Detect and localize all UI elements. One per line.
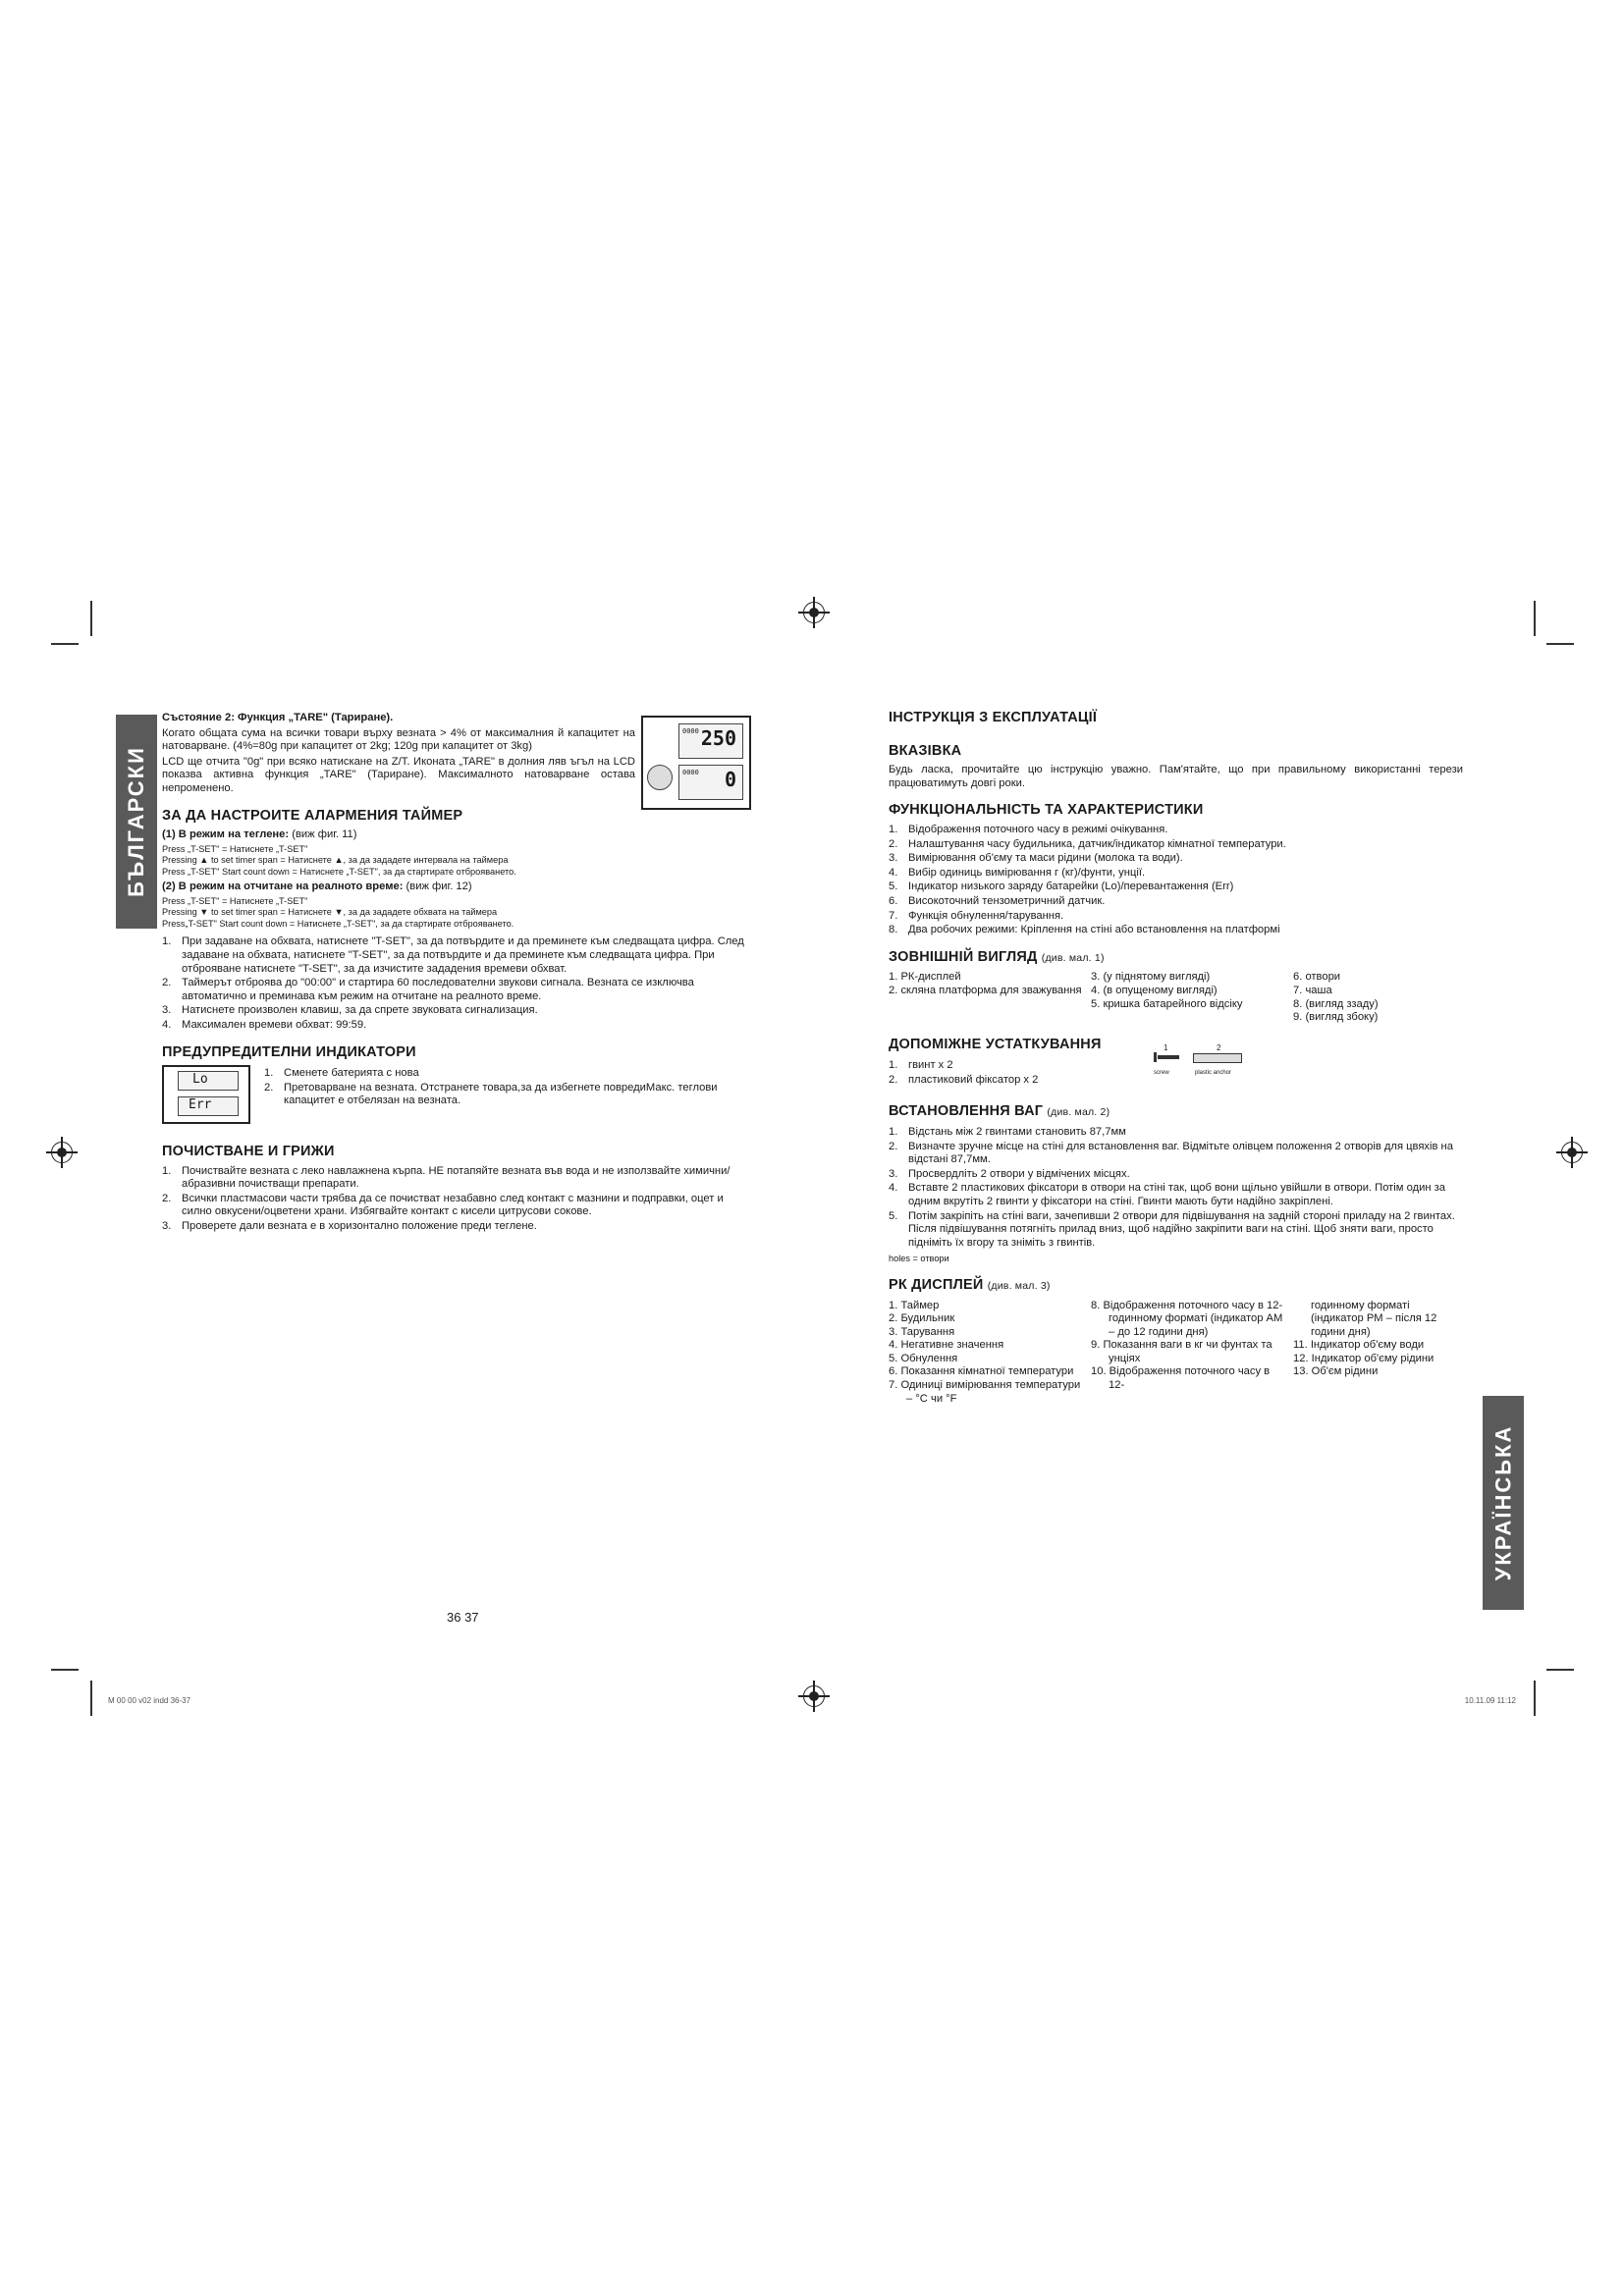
holes-note: holes = отвори <box>889 1254 949 1264</box>
list-item: 1. Сменете батерията с нова <box>264 1067 419 1080</box>
lcd-screen-bottom: 0000 0 <box>678 765 743 800</box>
ua-accessories-title: ДОПОМІЖНЕ УСТАТКУВАННЯ <box>889 1036 1102 1052</box>
list-item: 4. (в опущеному вигляді) <box>1091 984 1218 996</box>
state2-text-2: LCD ще отчита "0g" при всяко натискане на Z/T. Иконата „TARE" в долния ляв ъгъл на LCD показва активна функция „TARE" (Тариране). Максималното натоварване остава непроменено. <box>162 755 635 794</box>
alarm-section-title: ЗА ДА НАСТРОИТЕ АЛАРМЕНИЯ ТАЙМЕР <box>162 807 463 824</box>
registration-mark-icon <box>51 1142 73 1163</box>
lcd-screen-top: 0000 250 <box>678 723 743 759</box>
list-item: 11. Індикатор об'єму води <box>1293 1339 1425 1352</box>
crop-mark <box>1546 643 1574 645</box>
list-item: 13. Об'єм рідини <box>1293 1365 1379 1378</box>
list-item: 2. Таймерът отброява до "00:00" и стартира 60 последователни звукови сигнала. Везната се изключва автоматично и преминава към режим на отчитане на реалното време. <box>162 977 694 1002</box>
list-item: 1. При задаване на обхвата, натиснете "T-SET", за да потвърдите и да преминете към следващата цифра. След задаване на обхвата, натиснете "T-SET", за да потвърдите и да преминете към следващата цифра. При отброяване натиснете "T-SET", за да изчистите зададения времеви обхват. <box>162 935 744 975</box>
crop-mark <box>51 1669 79 1671</box>
list-item: 4. Вибір одиниць вимірювання г (кг)/фунти, унції. <box>889 866 1146 879</box>
list-item: 8. Два робочих режими: Кріплення на стіні або встановлення на платформі <box>889 924 1280 936</box>
alarm-2-lines: Press „T-SET" = Натиснете „T-SET" Pressing ▼ to set timer span = Натиснете ▼, за да зададете обхвата на таймера Press„T-SET" Start count down = Натиснете „T-SET", за да стартирате отброяването. <box>162 895 514 929</box>
accessories-figure: 1 2 screw plastic anchor <box>1154 1041 1262 1085</box>
list-item: 9. (вигляд збоку) <box>1293 1011 1379 1024</box>
list-item: 8. Відображення поточного часу в 12-годинному форматі (індикатор AM – до 12 години дня) <box>1091 1299 1283 1338</box>
list-item: 2. Налаштування часу будильника, датчик/індикатор кімнатної температури. <box>889 837 1286 850</box>
ua-install-title: ВСТАНОВЛЕННЯ ВАГ (див. мал. 2) <box>889 1103 1110 1120</box>
list-item: 1. Відображення поточного часу в режимі очікування. <box>889 823 1168 835</box>
footer-right: 10.11.09 11:12 <box>1464 1696 1516 1705</box>
list-item: 2. скляна платформа для зважування <box>889 984 1082 996</box>
ua-look-title: ЗОВНІШНІЙ ВИГЛЯД (див. мал. 1) <box>889 948 1105 965</box>
list-item: 7. Одиниці вимірювання температури – °C чи °F <box>889 1379 1081 1405</box>
crop-mark <box>1534 1681 1536 1716</box>
list-item: 2. Будильник <box>889 1312 955 1325</box>
alarm-steps-list <box>162 935 751 1032</box>
list-item: 6. Високоточний тензометричний датчик. <box>889 894 1106 907</box>
ua-install-list <box>889 1126 1463 1250</box>
list-item: 12. Індикатор об'єму рідини <box>1293 1352 1435 1364</box>
list-item: 3. Вимірювання об'єму та маси рідини (молока та води). <box>889 852 1183 865</box>
bulgarian-column: Състояние 2: Функция „TARE" (Тариране). Когато общата сума на всички товари върху везната > 4% от максималния й капацитет на натоварване. (4%=80g при капацитет от 2kg; 120g при капацитет от 3kg) LCD ще отчита "0g" при всяко натискане на Z/T. Иконата „TARE" в долния ляв ъгъл на LCD показва активна функция „TARE" (Тариране). Максималното натоварване остава непроменено. 0000 250 0000 0 ЗА ДА НАСТРОИТЕ АЛАРМЕНИЯ ТАЙМЕР (1) В режим на теглене: (виж фиг. 11) Press „T-SET" = Натиснете „T-SET" Pressing ▲ to set timer span = Натиснете ▲, за да зададете интервала на таймера Press „T-SET" Start count down = Натиснете „T-SET", за да стартирате отброяването. (2) В режим на отчитане на реалното време: (виж фиг. 12) Press „T-SET" = Натиснете „T-SET" Pressing ▼ to set timer span = Натиснете ▼, за да зададете обхвата на таймера Press„T-SET" Start count down = Натиснете „T-SET", за да стартирате отброяването. 1. При задаване на обхвата, натиснете "T-SET", за да потвърдите и да преминете към следващата цифра. След задаване на обхвата, натиснете "T-SET", за да потвърдите и да преминете към следващата цифра. При отброяване натиснете "T-SET", за да изчистите зададения времеви обхват. 2. Таймерът отброява до "00:00" и стартира 60 последователни звукови сигнала. Везната се изключва автоматично и преминава към режим на отчитане на реалното време. 3. Натиснете произволен клавиш, за да спрете звуковата сигнализация. 4. Максимален времеви обхват: 99:59. ПРЕДУПРЕДИТЕЛНИ ИНДИКАТОРИ Lo Err 1. Сменете батерията с нова 2. Претоварване на везната. Отстранете товара,за да избегнете повредиМакс. теглови капацитет е отбелязан на везната. ПОЧИСТВАНЕ И ГРИЖИ 1. Почиствайте везната с леко навлажнена кърпа. НЕ потапяйте везната във вода и не използвайте химични/абразивни почистващи препарати. 2. Всички пластмасови части трябва да се почистват незабавно след контакт с мазнини и подправки, оцет и силно овкусени/оцветени храни. Избягвайте контакт с кисели цитрусови сокове. 3. Проверете дали везната е в хоризонтално положение преди теглене. <box>162 712 751 1238</box>
warning-list <box>264 1067 751 1120</box>
ua-look-grid <box>889 971 1463 1024</box>
crop-mark <box>90 601 92 636</box>
state2-title: Състояние 2: Функция „TARE" (Тариране). <box>162 712 394 723</box>
registration-mark-icon <box>1561 1142 1583 1163</box>
list-item: 3. Тарування <box>889 1325 955 1338</box>
list-item: 1. гвинт x 2 <box>889 1059 953 1072</box>
ua-title: ІНСТРУКЦІЯ З ЕКСПЛУАТАЦІЇ <box>889 710 1098 725</box>
ua-note-text: Будь ласка, прочитайте цю інструкцію уважно. Пам'ятайте, що при правильному використанні терези працюватимуть довгі роки. <box>889 764 1463 789</box>
list-item: 5. кришка батарейного відсіку <box>1091 997 1243 1010</box>
footer-left: M 00 00 v02 indd 36-37 <box>108 1696 191 1705</box>
language-tab-bulgarian: БЪЛГАРСКИ <box>116 715 157 929</box>
cleaning-list <box>162 1165 751 1234</box>
registration-mark-icon <box>803 1685 825 1707</box>
crop-mark <box>1534 601 1536 636</box>
list-item: 8. (вигляд ззаду) <box>1293 997 1379 1010</box>
warning-section-title: ПРЕДУПРЕДИТЕЛНИ ИНДИКАТОРИ <box>162 1043 416 1060</box>
crop-mark <box>1546 1669 1574 1671</box>
list-item: 3. (у піднятому вигляді) <box>1091 971 1211 984</box>
list-item: 5. Обнулення <box>889 1352 958 1364</box>
list-item: 4. Негативне значення <box>889 1339 1004 1352</box>
list-item: 4. Вставте 2 пластикових фіксатори в отвори на стіні так, щоб вони щільно увійшли в отвори. Потім один за одним вкрутіть 2 гвинти у фіксатори на стіні. Гвинти мають бути надійно закріплені. <box>889 1182 1445 1208</box>
ua-func-title: ФУНКЦІОНАЛЬНІСТЬ ТА ХАРАКТЕРИСТИКИ <box>889 802 1204 819</box>
list-item: 1. Почиствайте везната с леко навлажнена кърпа. НЕ потапяйте везната във вода и не използвайте химични/абразивни почистващи препарати. <box>162 1164 731 1191</box>
list-item: 1. Відстань між 2 гвинтами становить 87,7мм <box>889 1126 1126 1139</box>
ua-note-title: ВКАЗІВКА <box>889 742 962 759</box>
alarm-1-lines: Press „T-SET" = Натиснете „T-SET" Pressing ▲ to set timer span = Натиснете ▲, за да зададете интервала на таймера Press „T-SET" Start count down = Натиснете „T-SET", за да стартирате отброяването. <box>162 843 516 877</box>
list-item: 1. РК-дисплей <box>889 971 961 984</box>
list-item: 10. Відображення поточного часу в 12- <box>1091 1365 1271 1392</box>
list-item: 5. Потім закріпіть на стіні ваги, зачепивши 2 отвори для підвішування на задній стороні приладу на 2 гвинтах. Після підвішування потягніть прилад вниз, щоб надійно закріпити ваги на стіні. Щоб зняти ваги, просто підніміть їх вгору та зніміть з гвинтів. <box>889 1209 1455 1249</box>
cleaning-section-title: ПОЧИСТВАНЕ И ГРИЖИ <box>162 1144 335 1160</box>
language-tab-ukrainian: УКРАЇНСЬКА <box>1483 1396 1524 1610</box>
crop-mark <box>90 1681 92 1716</box>
list-item: 3. Проверете дали везната е в хоризонтално положение преди теглене. <box>162 1220 537 1233</box>
list-item: 5. Індикатор низького заряду батарейки (Lo)/перевантаження (Err) <box>889 881 1234 893</box>
list-item: 7. Функція обнулення/тарування. <box>889 909 1064 922</box>
warning-lcd-figure: Lo Err <box>162 1065 250 1124</box>
crop-mark <box>51 643 79 645</box>
list-item: годинному форматі (індикатор PM – після 12 години дня) <box>1311 1299 1437 1338</box>
list-item: 2. Визначте зручне місце на стіні для встановлення ваг. Відмітьте олівцем положення 2 отворів для цвяхів на відстані 87,7мм. <box>889 1140 1453 1166</box>
list-item: 1. Таймер <box>889 1299 940 1311</box>
list-item: 6. Показання кімнатної температури <box>889 1365 1074 1378</box>
list-item: 2. пластиковий фіксатор x 2 <box>889 1073 1039 1086</box>
list-item: 3. Натиснете произволен клавиш, за да спрете звуковата сигнализация. <box>162 1004 538 1017</box>
tare-lcd-figure <box>641 716 751 810</box>
ua-accessories-list <box>889 1059 1154 1088</box>
ua-lcd-grid <box>889 1300 1463 1407</box>
page-number: 36 37 <box>447 1610 479 1625</box>
list-item: 6. отвори <box>1293 971 1341 984</box>
list-item: 4. Максимален времеви обхват: 99:59. <box>162 1018 367 1031</box>
list-item: 9. Показання ваги в кг чи фунтах та унціях <box>1091 1339 1272 1364</box>
screw-icon <box>1158 1055 1179 1059</box>
ua-func-list <box>889 824 1463 937</box>
list-item: 3. Просвердліть 2 отвори у відмічених місцях. <box>889 1167 1130 1180</box>
ukrainian-column <box>889 712 1463 1406</box>
anchor-icon <box>1193 1053 1242 1063</box>
list-item: 2. Всички пластмасови части трябва да се почистват незабавно след контакт с мазнини и подправки, оцет и силно овкусени/оцветени храни. Избягвайте контакт с кисели цитрусови сокове. <box>162 1192 724 1218</box>
ua-lcd-title: РК ДИСПЛЕЙ (див. мал. 3) <box>889 1276 1051 1293</box>
hand-press-icon <box>647 765 673 790</box>
list-item: 2. Претоварване на везната. Отстранете товара,за да избегнете повредиМакс. теглови капацитет е отбелязан на везната. <box>264 1081 718 1107</box>
registration-mark-icon <box>803 602 825 623</box>
state2-text: Когато общата сума на всички товари върху везната > 4% от максималния й капацитет на натоварване. (4%=80g при капацитет от 2kg; 120g при капацитет от 3kg) <box>162 726 635 753</box>
list-item: 7. чаша <box>1293 984 1332 996</box>
